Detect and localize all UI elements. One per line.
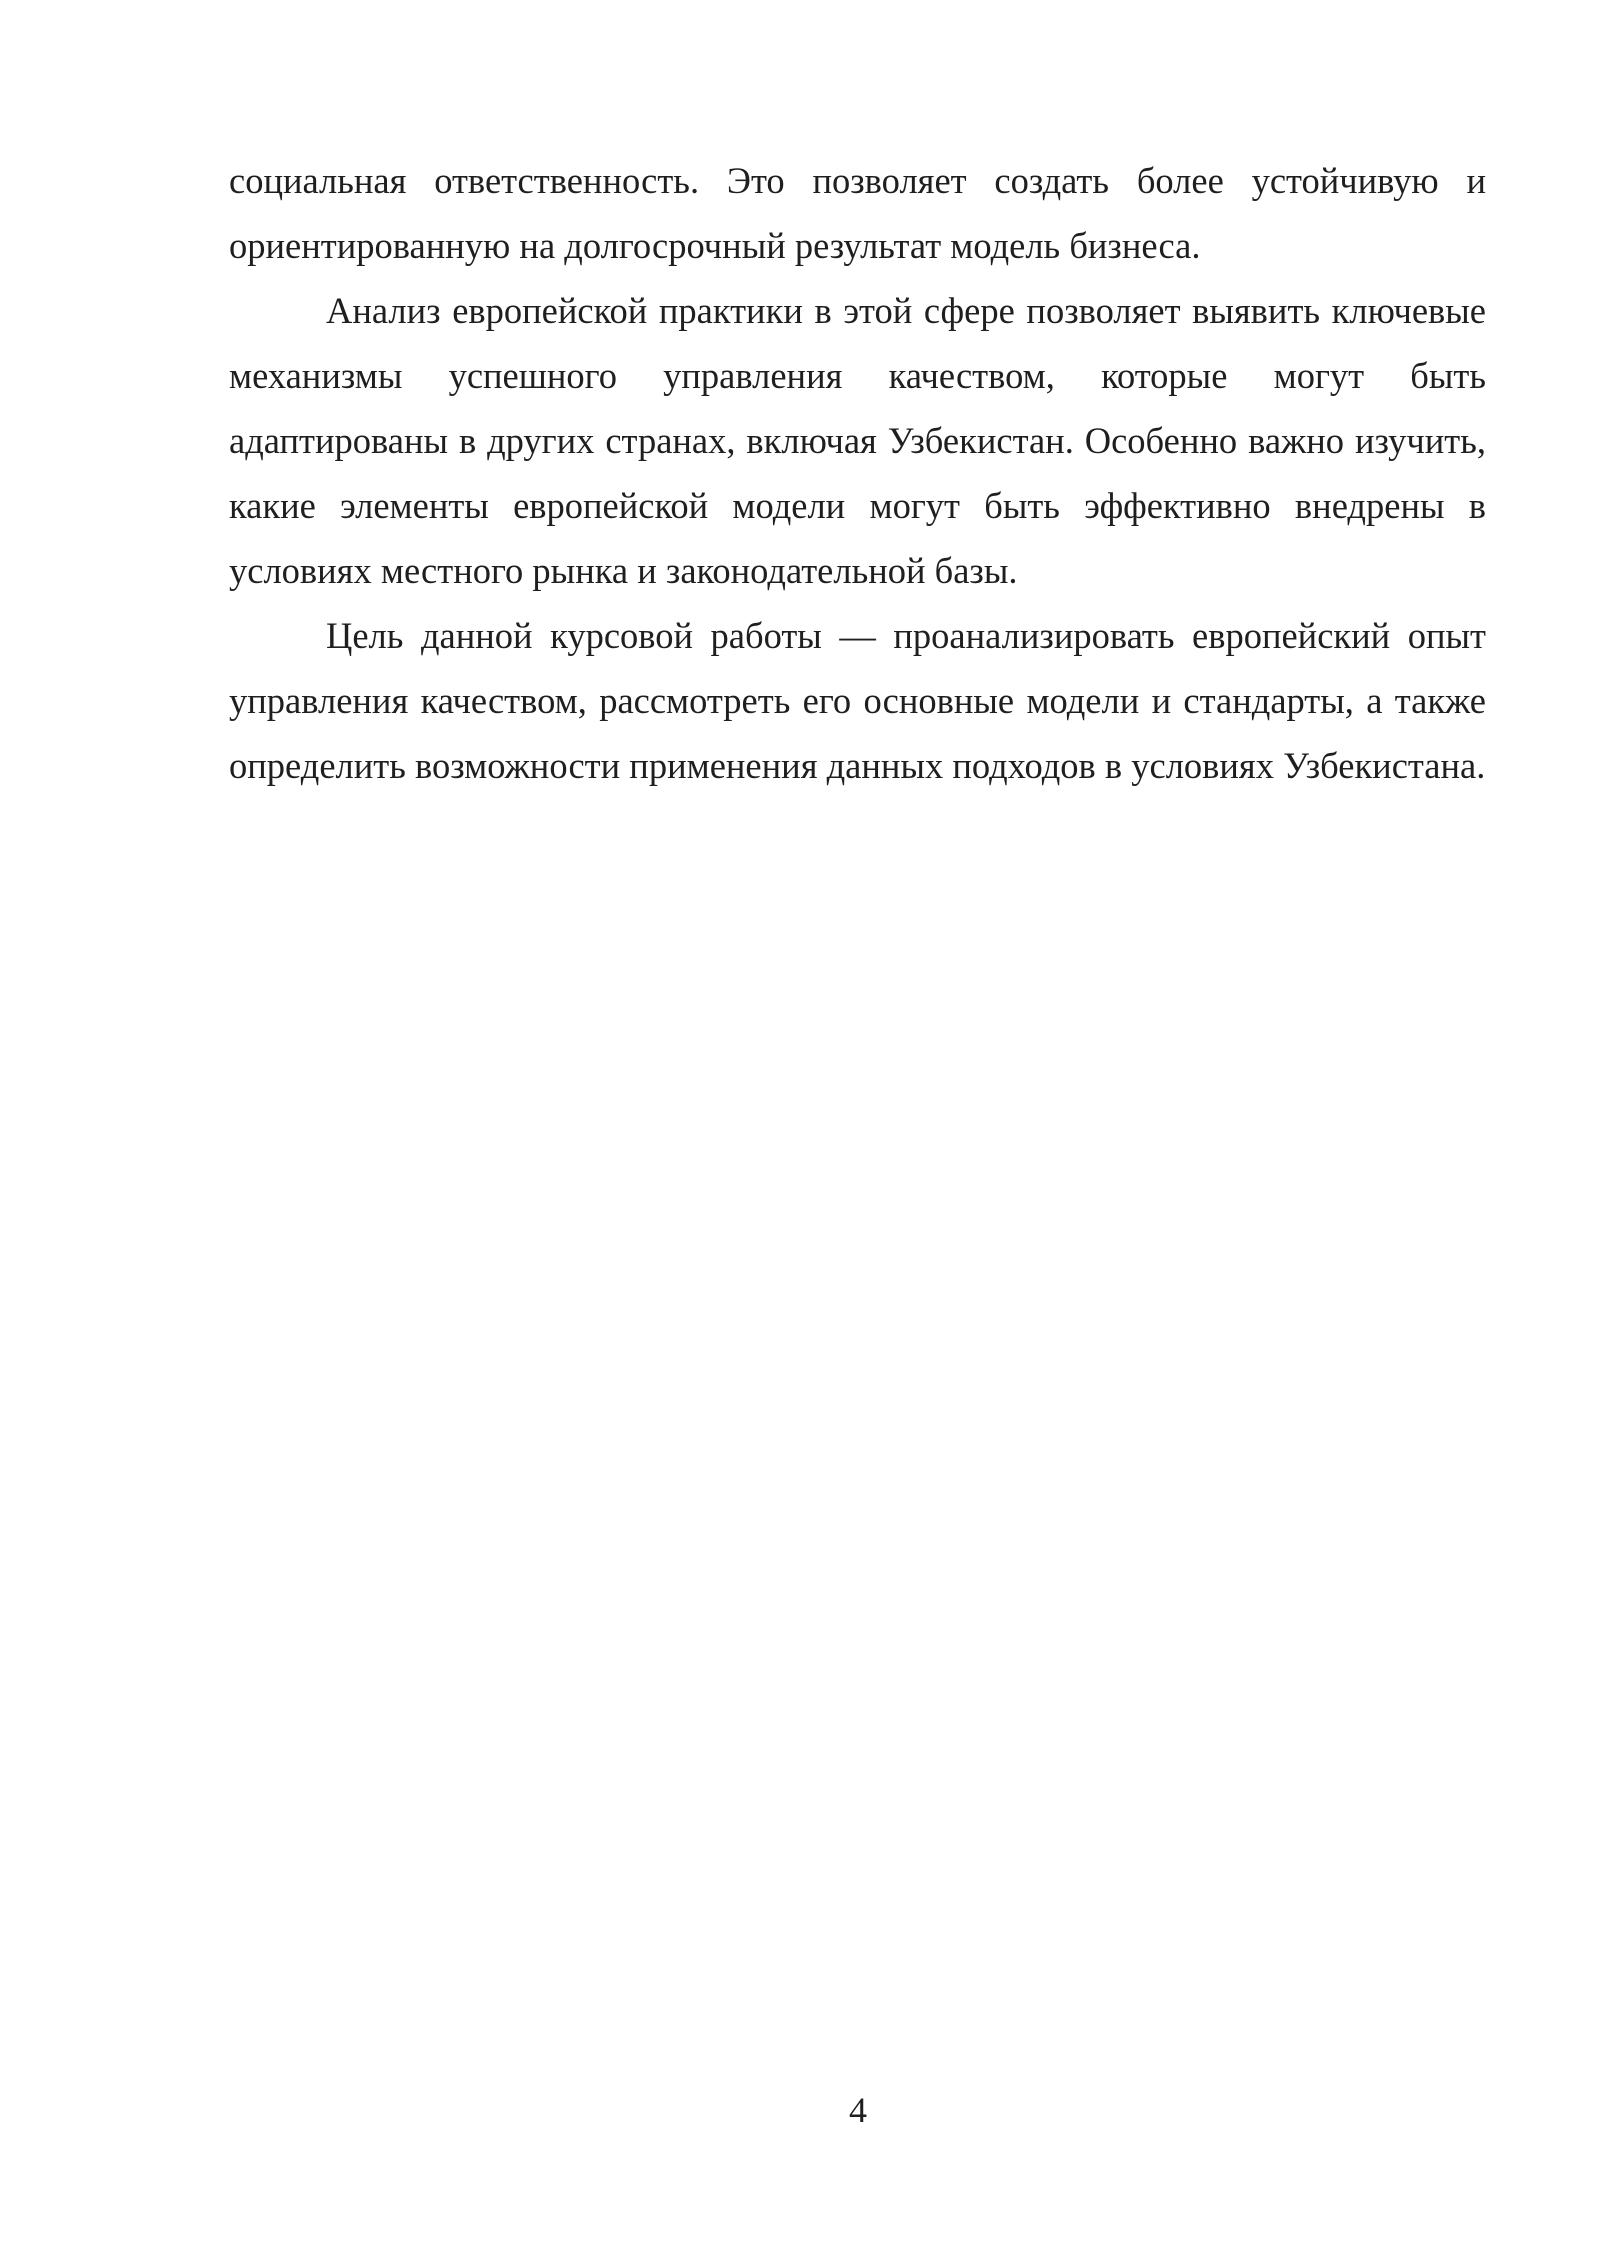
body-text [229,148,1486,798]
page-number: 4 [849,2090,867,2130]
paragraph-goal: Цель данной курсовой работы — проанализировать европейский опыт управления качеством, рассмотреть его основные модели и стандарты, а также определить возможности применения данных подходов в условиях Узбекистана. [229,615,1486,786]
paragraph-continuation: социальная ответственность. Это позволяет создать более устойчивую и ориентированную на долгосрочный результат модель бизнеса. [229,160,1486,266]
paragraph-analysis: Анализ европейской практики в этой сфере позволяет выявить ключевые механизмы успешного управления качеством, которые могут быть адаптированы в других странах, включая Узбекистан. Особенно важно изучить, какие элементы европейской модели могут быть эффективно внедрены в условиях местного рынка и законодательной базы. [229,290,1486,591]
